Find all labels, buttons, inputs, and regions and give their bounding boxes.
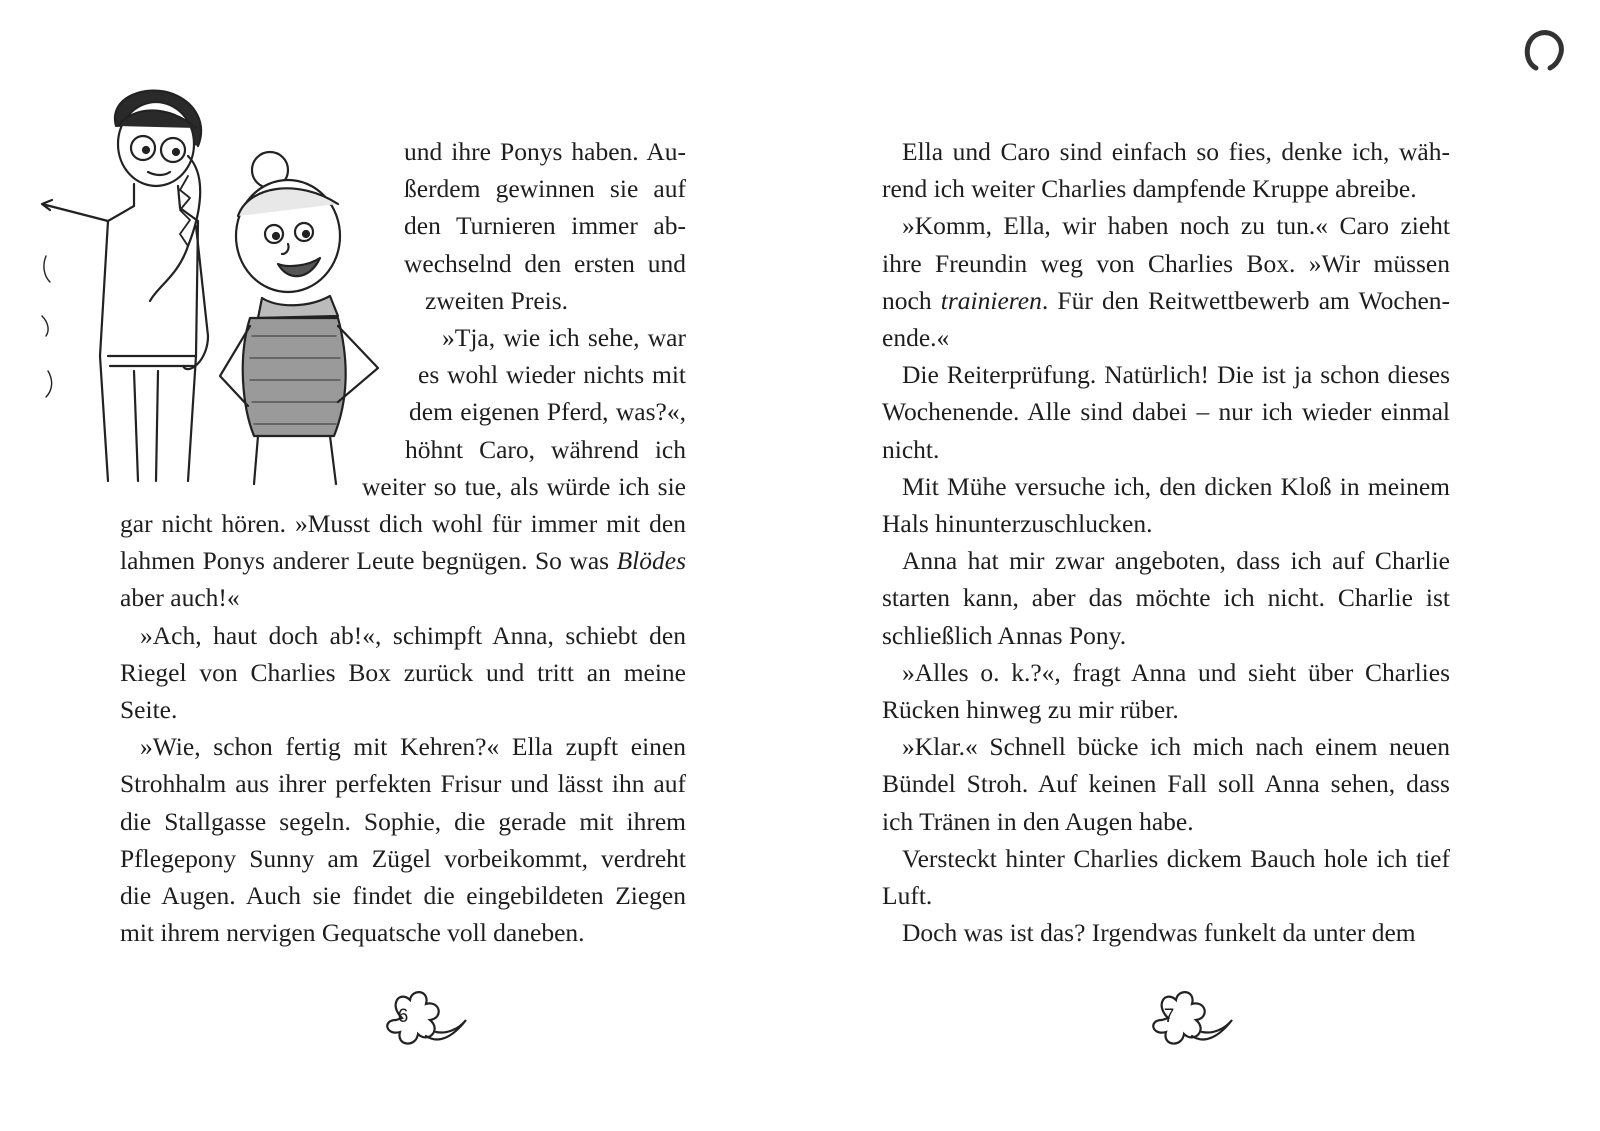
text-line	[120, 579, 686, 617]
italic-text: Blödes	[616, 546, 686, 576]
text-line	[140, 728, 686, 766]
text-line	[902, 356, 1450, 394]
text-segment: Versteckt hinter Charlies dickem Bauch hole ich tief	[902, 843, 1450, 873]
text-line	[902, 468, 1450, 506]
text-segment: schließlich Annas Pony.	[882, 620, 1127, 650]
text-segment: Strohhalm aus ihrer perfekten Frisur und lässt ihn auf	[120, 769, 686, 799]
text-segment: Doch was ist das? Irgendwas funkelt da unter dem	[902, 918, 1416, 948]
text-line	[882, 691, 1450, 729]
text-line	[362, 468, 686, 506]
text-segment: Riegel von Charlies Box zurück und tritt an meine	[120, 657, 686, 687]
text-line	[120, 542, 686, 580]
text-line	[882, 505, 1450, 543]
text-line	[120, 914, 686, 952]
text-line	[120, 803, 686, 841]
text-line	[882, 393, 1450, 431]
text-segment: noch	[882, 285, 941, 315]
text-segment: »Klar.« Schnell bücke ich mich nach einem neuen	[902, 732, 1450, 762]
horseshoe-icon	[1520, 28, 1568, 76]
text-segment: »Komm, Ella, wir haben noch zu tun.« Caro zieht	[902, 211, 1450, 241]
text-segment: gar nicht hören. »Musst dich wohl für immer mit den	[120, 509, 686, 538]
text-segment: rend ich weiter Charlies dampfende Kruppe abreibe.	[882, 174, 1417, 204]
text-segment: »Wie, schon fertig mit Kehren?« Ella zupft einen	[140, 732, 686, 762]
text-segment: höhnt Caro, während ich	[405, 434, 686, 464]
text-line	[882, 617, 1450, 655]
text-line	[404, 133, 686, 171]
two-girls-illustration	[38, 86, 408, 486]
clover-icon	[1132, 986, 1236, 1050]
text-segment: Seite.	[120, 695, 178, 724]
text-line	[140, 617, 686, 655]
page-number-right: 7	[1163, 1006, 1175, 1027]
text-segment: starten kann, aber das möchte ich nicht. Charlie ist	[882, 583, 1450, 613]
text-segment: »Alles o. k.?«, fragt Anna und sieht über Charlies	[902, 657, 1450, 687]
text-line	[902, 914, 1450, 952]
text-line	[120, 840, 686, 878]
text-segment: die Stallgasse segeln. Sophie, die gerade mit ihrem	[120, 806, 686, 836]
text-segment: Pflegepony Sunny am Zügel vorbeikommt, verdreht	[120, 843, 686, 873]
text-segment: ihre Freundin weg von Charlies Box. »Wir müssen	[882, 248, 1450, 278]
text-segment: ich Tränen in den Augen habe.	[882, 806, 1194, 836]
text-segment: ende.«	[882, 323, 950, 352]
text-line	[902, 207, 1450, 245]
text-line	[902, 728, 1450, 766]
text-segment: mit ihrem nervigen Gequatsche voll daneben.	[120, 918, 585, 948]
text-line	[882, 803, 1450, 841]
text-segment: . Für den Reitwettbewerb am Wochen-	[1041, 285, 1450, 315]
text-line	[405, 431, 686, 469]
text-line	[120, 765, 686, 803]
text-segment: zweiten Preis.	[425, 285, 569, 315]
text-segment: weiter so tue, als würde ich sie	[362, 471, 686, 501]
text-segment: Ella und Caro sind einfach so fies, denke ich, wäh-	[902, 137, 1450, 166]
text-line	[882, 170, 1450, 208]
text-segment: Wochenende. Alle sind dabei – nur ich wieder einmal	[882, 397, 1450, 427]
text-segment: Die Reiterprüfung. Natürlich! Die ist ja schon dieses	[902, 360, 1450, 390]
text-segment: Luft.	[882, 881, 933, 910]
text-segment: die Augen. Auch sie findet die eingebildeten Ziegen	[120, 881, 686, 910]
text-line	[902, 654, 1450, 692]
text-segment: lahmen Ponys anderer Leute begnügen. So was	[120, 546, 617, 576]
text-line	[418, 356, 686, 394]
text-line	[882, 245, 1450, 283]
text-line	[120, 654, 686, 692]
text-line	[902, 840, 1450, 878]
text-segment: aber auch!«	[120, 583, 240, 613]
text-line	[442, 319, 686, 357]
text-line	[902, 133, 1450, 171]
clover-icon	[366, 986, 470, 1050]
text-segment: »Ach, haut doch ab!«, schimpft Anna, schiebt den	[140, 620, 686, 650]
text-segment: Mit Mühe versuche ich, den dicken Kloß in meinem	[902, 471, 1450, 501]
text-line	[404, 245, 686, 283]
text-line	[882, 282, 1450, 320]
text-segment: wechselnd den ersten und	[404, 248, 686, 278]
italic-text: trainieren	[940, 285, 1042, 315]
text-line	[902, 542, 1450, 580]
text-line	[120, 691, 686, 729]
text-segment: ßerdem gewinnen sie auf	[404, 174, 686, 204]
text-segment: Anna hat mir zwar angeboten, dass ich auf Charlie	[902, 546, 1450, 576]
text-segment: und ihre Ponys haben. Au-	[404, 137, 686, 166]
text-segment: es wohl wieder nichts mit	[418, 360, 686, 390]
text-segment: Rücken hinweg zu mir rüber.	[882, 695, 1179, 724]
text-line	[409, 393, 686, 431]
text-line	[404, 170, 686, 208]
text-segment: den Turnieren immer ab-	[404, 211, 686, 241]
text-line	[882, 431, 1450, 469]
text-line	[882, 765, 1450, 803]
text-line	[882, 579, 1450, 617]
text-line	[404, 207, 686, 245]
text-segment: »Tja, wie ich sehe, war	[442, 323, 686, 352]
text-segment: nicht.	[882, 434, 940, 464]
text-segment: dem eigenen Pferd, was?«,	[409, 397, 686, 427]
text-line	[120, 505, 686, 543]
text-segment: Bündel Stroh. Auf keinen Fall soll Anna sehen, dass	[882, 769, 1450, 799]
text-line	[425, 282, 686, 320]
text-line	[120, 877, 686, 915]
text-segment: Hals hinunterzuschlucken.	[882, 509, 1153, 538]
text-line	[882, 319, 1450, 357]
right-page	[800, 0, 1600, 1131]
page-number-left: 6	[397, 1006, 409, 1027]
text-line	[882, 877, 1450, 915]
